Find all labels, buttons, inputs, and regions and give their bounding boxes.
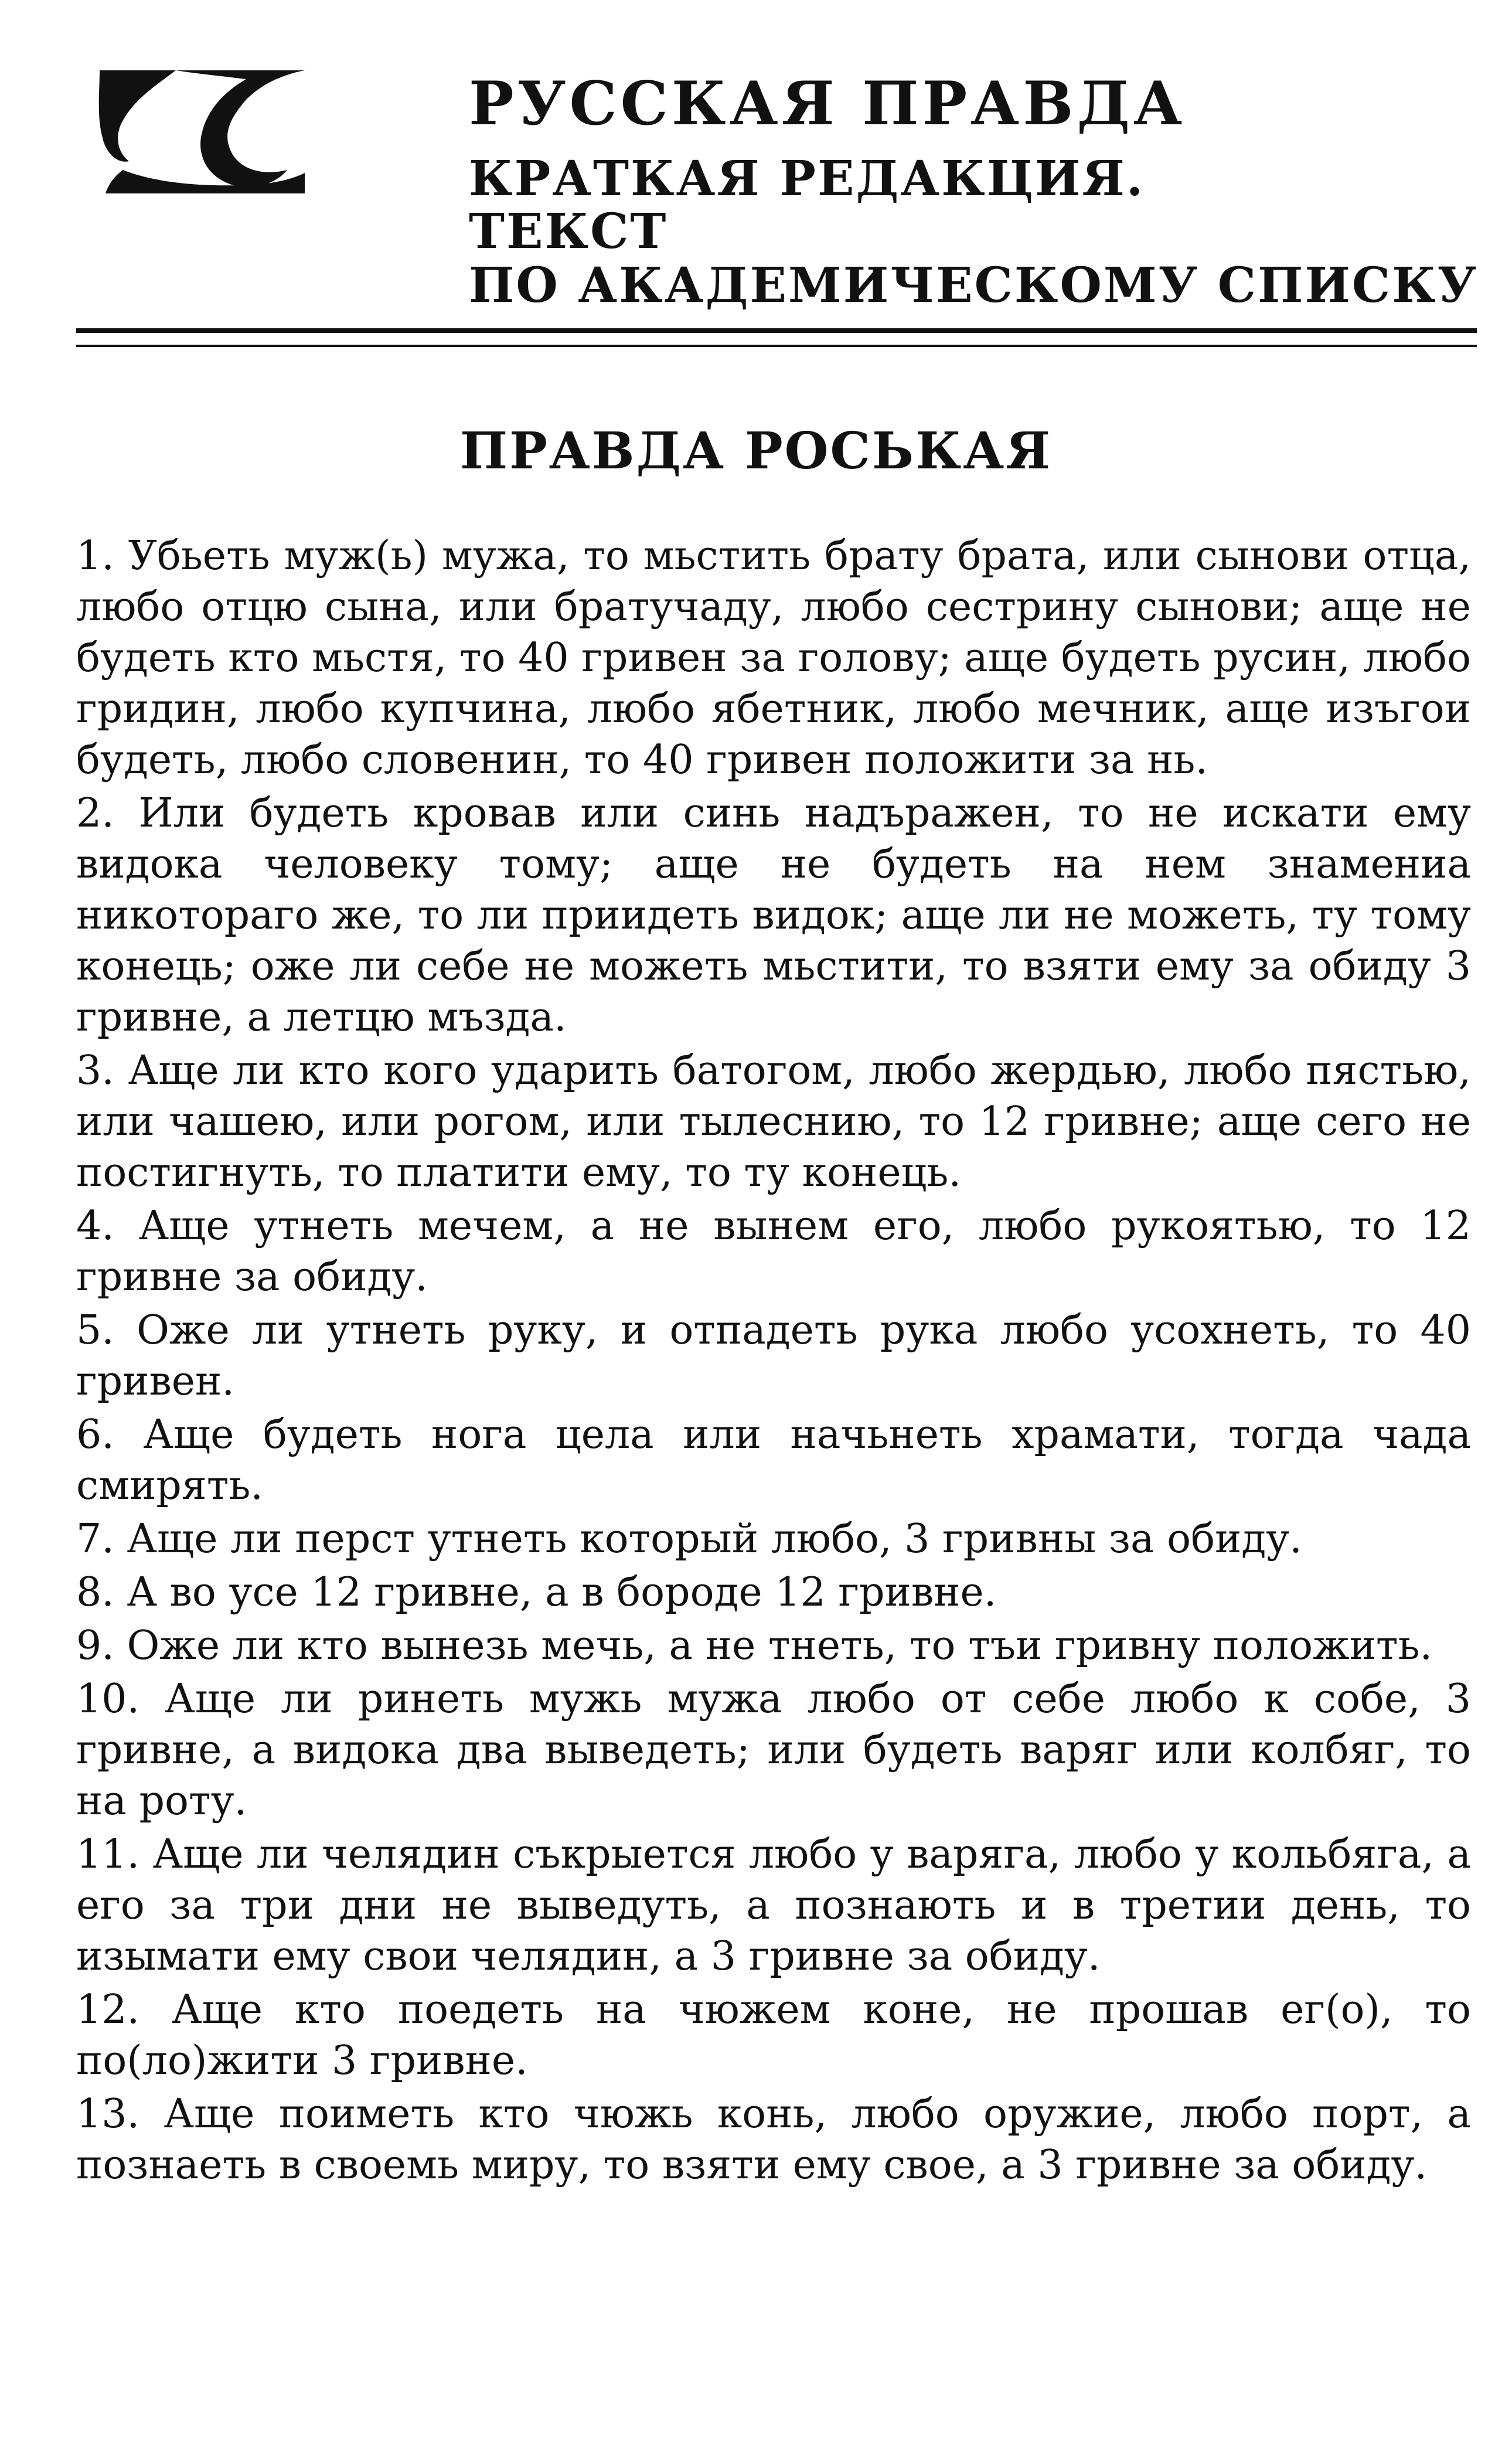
article-text: Аще ли челядин съкрыется любо у варяга, любо у кольбяга, а его за три дни не выведуть, а познають и в третии день, то изымати ему свои челядин, а 3 гривне за обиду. (76, 1831, 1471, 1980)
article-3 (76, 1045, 1471, 1198)
article-number: 1. (76, 533, 114, 579)
article-text: Убьеть муж(ь) мужа, то мьстить брату брата, или сынови отца, любо отцю сына, или братучаду, любо сестрину сынови; аще не будеть кто мьстя, то 40 гривен за голову; аще будеть русин, любо гридин, любо купчина, любо ябетник, любо мечник, аще изъгои будеть, любо словенин, то 40 гривен положити за нь. (76, 533, 1471, 783)
subtitle-line-3: ПО АКАДЕМИЧЕСКОМУ СПИСКУ (469, 257, 1479, 314)
article-number: 8. (76, 1569, 114, 1616)
article-text: Оже ли кто вынезь мечь, а не тнеть, то тъи гривну положить. (127, 1623, 1433, 1669)
article-1 (76, 531, 1471, 786)
article-number: 5. (76, 1307, 114, 1354)
article-number: 4. (76, 1203, 114, 1249)
subtitle-line-1: КРАТКАЯ РЕДАКЦИЯ. (469, 151, 1145, 207)
article-13 (76, 2089, 1471, 2191)
article-10 (76, 1674, 1471, 1827)
article-number: 12. (76, 1987, 140, 2033)
ornament-logo-icon (82, 64, 311, 196)
article-text: Аще ли перст утнеть который любо, 3 гривны за обиду. (127, 1516, 1302, 1562)
article-7 (76, 1514, 1471, 1565)
article-9 (76, 1620, 1471, 1671)
subtitle-line-2: ТЕКСТ (469, 203, 668, 260)
article-number: 13. (76, 2091, 140, 2137)
article-text: Аще ли кто кого ударить батогом, любо жердью, любо пястью, или чашею, или рогом, или тылеснию, то 12 гривне; аще сего не постигнуть, то платити ему, то ту конець. (76, 1048, 1471, 1196)
article-text: А во усе 12 гривне, а в бороде 12 гривне. (127, 1569, 997, 1616)
article-12 (76, 1984, 1471, 2086)
article-text: Или будеть кровав или синь надъражен, то не искати ему видока человеку тому; аще не будеть на нем знамениа никотораго же, то ли приидеть видок; аще ли не можеть, ту тому конець; оже ли себе не можеть мьстити, то взяти ему за обиду 3 гривне, а летцю мъзда. (76, 790, 1471, 1041)
article-number: 2. (76, 790, 114, 837)
article-number: 11. (76, 1831, 140, 1878)
article-text: Оже ли утнеть руку, и отпадеть рука любо усохнеть, то 40 гривен. (76, 1307, 1471, 1405)
article-text: Аще ли ринеть мужь мужа любо от себе любо к собе, 3 гривне, а видока два выведеть; или будеть варяг или колбяг, то на роту. (76, 1676, 1472, 1824)
header-divider-thin (76, 345, 1477, 347)
articles-list (76, 531, 1471, 2193)
article-6 (76, 1409, 1471, 1511)
article-number: 9. (76, 1623, 114, 1669)
article-text: Аще утнеть мечем, а не вынем его, любо рукоятью, то 12 гривне за обиду. (76, 1203, 1471, 1300)
article-text: Аще кто поедеть на чюжем коне, не прошав ег(о), то по(ло)жити 3 гривне. (76, 1987, 1471, 2084)
header-divider-thick (76, 328, 1477, 333)
article-2 (76, 788, 1471, 1043)
article-11 (76, 1829, 1471, 1982)
article-text: Аще поиметь кто чюжь конь, любо оружие, любо порт, а познаеть в своемь миру, то взяти ему свое, а 3 гривне за обиду. (76, 2091, 1471, 2188)
article-number: 7. (76, 1516, 114, 1562)
article-number: 3. (76, 1048, 114, 1094)
article-text: Аще будеть нога цела или начьнеть храмати, тогда чада смирять. (76, 1412, 1471, 1509)
article-8 (76, 1567, 1471, 1618)
header (469, 62, 1479, 314)
article-5 (76, 1305, 1471, 1407)
article-number: 6. (76, 1412, 114, 1458)
article-number: 10. (76, 1676, 140, 1722)
book-title: РУССКАЯ ПРАВДА (469, 69, 1186, 139)
article-4 (76, 1201, 1471, 1303)
section-title: ПРАВДА РОСЬКАЯ (459, 421, 1053, 481)
